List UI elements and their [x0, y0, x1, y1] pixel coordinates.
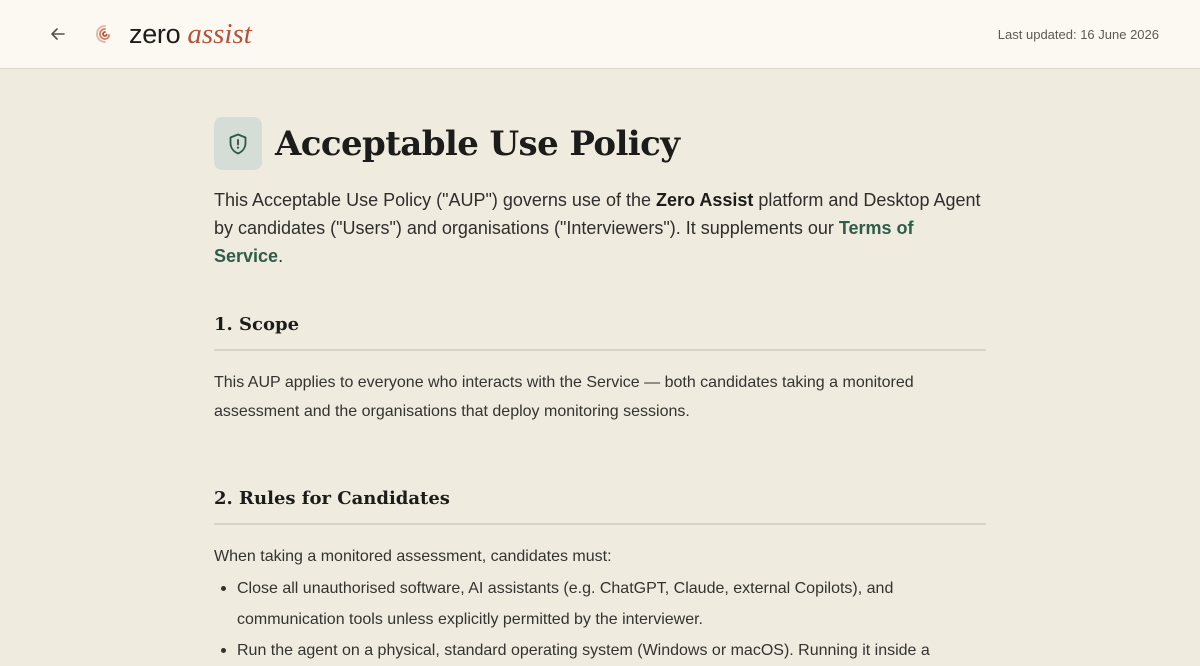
intro-paragraph [214, 186, 986, 270]
intro-text-1: This Acceptable Use Policy ("AUP") governs use of the [214, 190, 656, 210]
intro-product-name: Zero Assist [655, 190, 754, 210]
logo[interactable] [94, 16, 252, 52]
intro-text-2: platform and Desktop Agent by candidates ("Users") and organisations ("Interviewers"). It supplements our [214, 190, 981, 238]
arrow-left-icon [49, 25, 67, 43]
shield-alert-icon [226, 132, 250, 156]
rules-intro: When taking a monitored assessment, candidates must: [214, 548, 612, 565]
rules-list [214, 573, 986, 666]
list-item: Run the agent on a physical, standard operating system (Windows or macOS). Running it inside a [214, 635, 986, 666]
page-title: Acceptable Use Policy [275, 123, 680, 164]
section-heading-rules: 2. Rules for Candidates [214, 488, 986, 525]
spiral-icon [94, 23, 116, 45]
list-item: Close all unauthorised software, AI assistants (e.g. ChatGPT, Claude, external Copilots), and communication tools unless explicitly permitted by the interviewer. [214, 573, 986, 635]
logo-word-zero: zero [129, 18, 181, 49]
policy-content [214, 117, 986, 666]
back-button[interactable] [44, 20, 72, 48]
intro-text-3: . [278, 246, 284, 266]
title-icon-box [214, 117, 262, 170]
last-updated: Last updated: 16 June 2026 [997, 27, 1159, 42]
title-row [214, 117, 986, 170]
top-bar [0, 0, 1200, 69]
terms-of-service-link[interactable]: Terms of Service [214, 218, 914, 266]
section-heading-scope: 1. Scope [214, 314, 986, 351]
scope-text: This AUP applies to everyone who interacts with the Service — both candidates taking a monitored assessment and the organisations that deploy monitoring sessions. [214, 374, 914, 420]
logo-word-assist: assist [187, 17, 252, 50]
